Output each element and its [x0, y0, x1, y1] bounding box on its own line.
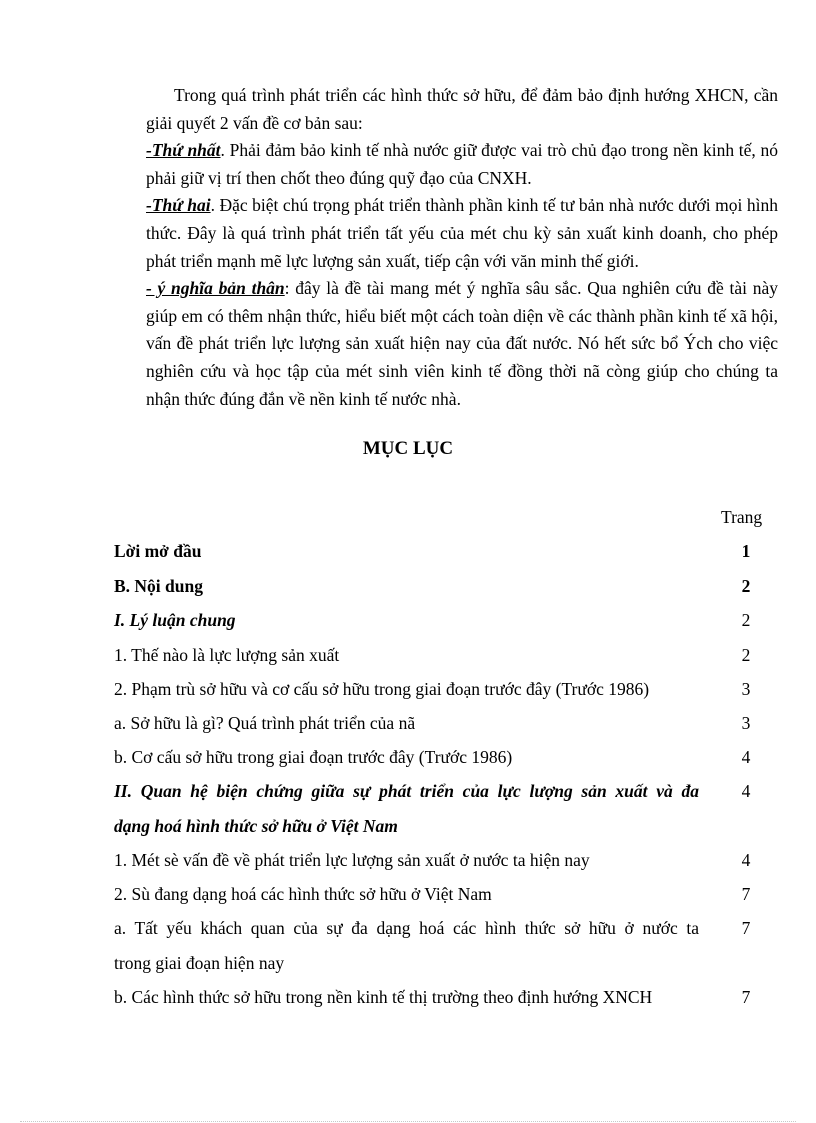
- toc-entry-text: 2. Phạm trù sở hữu và cơ cấu sở hữu trong giai đoạn trước đây (Trước 1986): [114, 679, 650, 699]
- intro-section: [146, 82, 778, 413]
- toc-entry-page: 4: [741, 850, 751, 870]
- toc-page-header: Trang: [721, 507, 763, 527]
- toc-entry-2a: [114, 713, 754, 741]
- paragraph-4-text: : đây là đề tài mang mét ý nghĩa sâu sắc. Qua nghiên cứu đề tài này giúp em có thêm nhận thức, hiểu biết một cách toàn diện về các thành phần kinh tế xã hội, vấn đề phát triển lực lượng sản xuất hiện nay của đất nước. Nó hết sức bổ Ých cho việc nghiên cứu và học tập của mét sinh viên kinh tế đồng thời nã còng giúp cho chúng ta nhận thức đúng đắn về nền kinh tế nước nhà.: [146, 278, 779, 409]
- toc-entry-ii-2: [114, 884, 754, 912]
- intro-paragraph-1: Trong quá trình phát triển các hình thức sở hữu, để đảm bảo định hướng XHCN, cần giải quyết 2 vấn đề cơ bản sau:: [146, 85, 778, 133]
- toc-entry-page: 4: [741, 747, 751, 767]
- toc-entry-text: II. Quan hệ biện chứng giữa sự phát triển của lực lượng sản xuất và đa: [114, 781, 699, 801]
- toc-entry-text-continued: dạng hoá hình thức sở hữu ở Việt Nam: [114, 816, 398, 836]
- page-bottom-divider: [20, 1121, 796, 1122]
- toc-entry-page: 1: [741, 541, 751, 561]
- toc-entry-ly-luan-chung: [114, 610, 754, 638]
- toc-entry-text: 1. Thế nào là lực lượng sản xuất: [114, 645, 340, 665]
- toc-title: MỤC LỤC: [362, 438, 454, 459]
- toc-entry-text: a. Tất yếu khách quan của sự đa dạng hoá các hình thức sở hữu ở nước ta: [114, 918, 699, 938]
- toc-entry-text: Lời mở đầu: [114, 541, 202, 561]
- toc-entry-ii-1: [114, 850, 754, 878]
- toc-entry-page: 3: [741, 679, 751, 699]
- toc-entry-text: 2. Sù đang dạng hoá các hình thức sở hữu ở Việt Nam: [114, 884, 492, 904]
- toc-entry-ii-2a: [114, 918, 754, 982]
- toc-entry-ii-2b: [114, 987, 754, 1015]
- paragraph-3-text: . Đặc biệt chú trọng phát triển thành phần kinh tế tư bản nhà nước dưới mọi hình thức. Đây là quá trình phát triển tất yếu của mét chu kỳ sản xuất kinh doanh, cho phép phát triển mạnh mẽ lực lượng sản xuất, tiếp cận với văn minh thế giới.: [146, 195, 778, 271]
- toc-entry-text: 1. Mét sè vấn đề về phát triển lực lượng sản xuất ở nước ta hiện nay: [114, 850, 590, 870]
- toc-entry-text: B. Nội dung: [114, 576, 203, 596]
- label-thu-nhat: -Thứ nhất: [146, 140, 221, 161]
- toc-entry-text-continued: trong giai đoạn hiện nay: [114, 953, 285, 973]
- toc-entry-loi-mo-dau: [114, 541, 754, 569]
- toc-entry-text: a. Sở hữu là gì? Quá trình phát triển của nã: [114, 713, 416, 733]
- intro-paragraph-2: [146, 137, 778, 192]
- intro-paragraph-3: [146, 192, 778, 275]
- toc-entry-page: 7: [741, 918, 751, 938]
- toc-entry-quan-he-bien-chung: [114, 781, 754, 845]
- toc-entry-page: 7: [741, 987, 751, 1007]
- intro-paragraph-4: [146, 275, 778, 413]
- toc-entry-2: [114, 679, 754, 707]
- toc-entry-noi-dung: [114, 576, 754, 604]
- toc-entry-page: 7: [741, 884, 751, 904]
- toc-entry-page: 2: [741, 576, 751, 596]
- toc-entry-page: 3: [741, 713, 751, 733]
- toc-entry-text: b. Cơ cấu sở hữu trong giai đoạn trước đây (Trước 1986): [114, 747, 513, 767]
- toc-entry-page: 2: [741, 610, 751, 630]
- toc-entry-2b: [114, 747, 754, 775]
- toc-entry-page: 4: [741, 781, 751, 801]
- toc-entry-page: 2: [741, 645, 751, 665]
- toc-entry-text: I. Lý luận chung: [114, 610, 236, 630]
- toc-entry-text: b. Các hình thức sở hữu trong nền kinh tế thị trường theo định hướng XNCH: [114, 987, 653, 1007]
- label-thu-hai: -Thứ hai: [146, 195, 211, 216]
- paragraph-2-text: . Phải đảm bảo kinh tế nhà nước giữ được vai trò chủ đạo trong nền kinh tế, nó phải giữ vị trí then chốt theo đúng quỹ đạo của CNXH.: [146, 140, 779, 188]
- label-y-nghia: - ý nghĩa bản thân: [146, 278, 285, 299]
- toc-entry-1: [114, 645, 754, 673]
